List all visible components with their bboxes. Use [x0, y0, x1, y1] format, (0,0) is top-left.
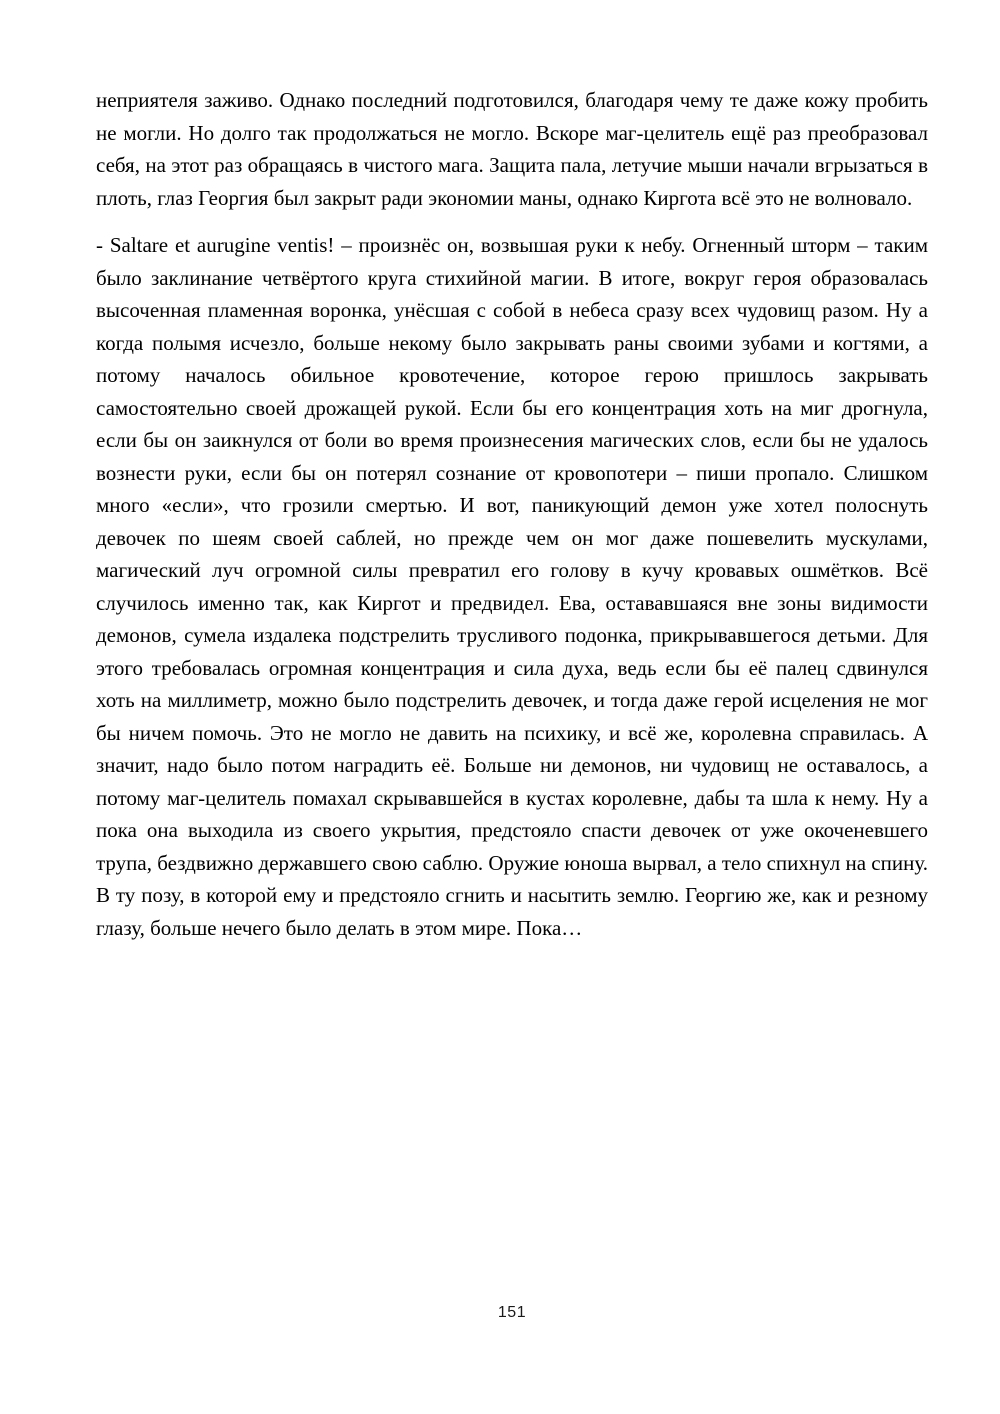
- paragraph-1: неприятеля заживо. Однако последний подготовился, благодаря чему те даже кожу пробить не могли. Но долго так продолжаться не могло. Вскоре маг-целитель ещё раз преобразовал себя, на этот раз обращаясь в чистого мага. Защита пала, летучие мыши начали вгрызаться в плоть, глаз Георгия был закрыт ради экономии маны, однако Киргота всё это не волновало.: [96, 88, 928, 210]
- paragraph-2: - Saltare et aurugine ventis! – произнёс он, возвышая руки к небу. Огненный шторм – таким было заклинание четвёртого круга стихийной магии. В итоге, вокруг героя образовалась высоченная пламенная воронка, унёсшая с собой в небеса сразу всех чудовищ разом. Ну а когда полымя исчезло, больше некому было закрывать раны своими зубами и когтями, а потому началось обильное кровотечение, которое герою пришлось закрывать самостоятельно своей дрожащей рукой. Если бы его концентрация хоть на миг дрогнула, если бы он заикнулся от боли во время произнесения магических слов, если бы не удалось вознести руки, если бы он потерял сознание от кровопотери – пиши пропало. Слишком много «если», что грозили смертью. И вот, паникующий демон уже хотел полоснуть девочек по шеям своей саблей, но прежде чем он мог даже пошевелить мускулами, магический луч огромной силы превратил его голову в кучу кровавых ошмётков. Всё случилось именно так, как Киргот и предвидел. Ева, остававшаяся вне зоны видимости демонов, сумела издалека подстрелить трусливого подонка, прикрывавшегося детьми. Для этого требовалась огромная концентрация и сила духа, ведь если бы её палец сдвинулся хоть на миллиметр, можно было подстрелить девочек, и тогда даже герой исцеления не мог бы ничем помочь. Это не могло не давить на психику, и всё же, королевна справилась. А значит, надо было потом наградить её. Больше ни демонов, ни чудовищ не оставалось, а потому маг-целитель помахал скрывавшейся в кустах королевне, дабы та шла к нему. Ну а пока она выходила из своего укрытия, предстояло спасти девочек от уже окоченевшего трупа, бездвижно державшего свою саблю. Оружие юноша вырвал, а тело спихнул на спину. В ту позу, в которой ему и предстояло сгнить и насытить землю. Георгию же, как и резному глазу, больше нечего было делать в этом мире. Пока…: [96, 233, 928, 940]
- page-number: 151: [497, 1304, 527, 1321]
- page-body: [96, 84, 928, 944]
- page-footer: [96, 1304, 928, 1322]
